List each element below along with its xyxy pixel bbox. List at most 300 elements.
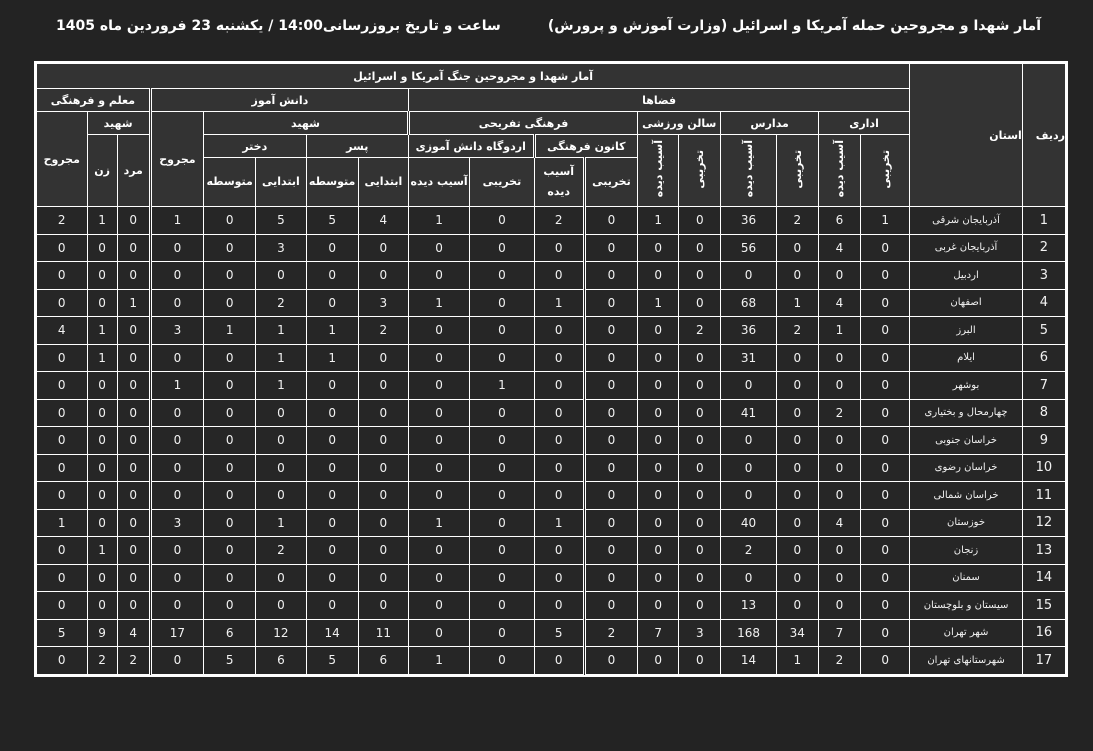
value-cell: 0: [861, 399, 910, 427]
province-cell: اصفهان: [910, 289, 1023, 317]
value-cell: 0: [37, 427, 88, 455]
table-row: [37, 317, 1066, 345]
value-cell: 11: [358, 619, 408, 647]
value-cell: 0: [117, 344, 150, 372]
value-cell: 0: [679, 344, 721, 372]
row-number-cell: 10: [1022, 454, 1065, 482]
value-cell: 5: [256, 207, 306, 235]
value-cell: 0: [204, 344, 256, 372]
value-cell: 14: [306, 619, 358, 647]
value-cell: 1: [256, 372, 306, 400]
row-number-cell: 12: [1022, 509, 1065, 537]
value-cell: 34: [776, 619, 818, 647]
value-cell: 4: [117, 619, 150, 647]
value-cell: 0: [470, 592, 534, 620]
table-row: [37, 619, 1066, 647]
value-cell: 0: [679, 537, 721, 565]
value-cell: 0: [87, 454, 117, 482]
value-cell: 0: [117, 372, 150, 400]
value-cell: 0: [408, 482, 469, 510]
col-header-student-injured: مجروح: [150, 112, 203, 207]
value-cell: 0: [534, 482, 584, 510]
value-cell: 0: [256, 564, 306, 592]
value-cell: 0: [256, 482, 306, 510]
value-cell: 0: [37, 592, 88, 620]
col-header-girl: دختر: [204, 135, 306, 158]
value-cell: 0: [861, 289, 910, 317]
value-cell: 1: [256, 317, 306, 345]
table-row: [37, 482, 1066, 510]
row-number-cell: 15: [1022, 592, 1065, 620]
row-number-cell: 14: [1022, 564, 1065, 592]
row-number-cell: 11: [1022, 482, 1065, 510]
value-cell: 1: [37, 509, 88, 537]
table-row: [37, 509, 1066, 537]
value-cell: 0: [818, 262, 860, 290]
value-cell: 0: [638, 537, 679, 565]
province-cell: شهر تهران: [910, 619, 1023, 647]
value-cell: 0: [117, 454, 150, 482]
col-header-sports-hall: سالن ورزشی: [638, 112, 721, 135]
value-cell: 0: [679, 482, 721, 510]
value-cell: 0: [818, 372, 860, 400]
value-cell: 0: [776, 399, 818, 427]
table-row: [37, 234, 1066, 262]
value-cell: 0: [534, 592, 584, 620]
value-cell: 0: [861, 454, 910, 482]
value-cell: 0: [150, 482, 203, 510]
value-cell: 0: [358, 399, 408, 427]
value-cell: 0: [776, 592, 818, 620]
value-cell: 3: [256, 234, 306, 262]
value-cell: 5: [306, 647, 358, 675]
value-cell: 0: [408, 344, 469, 372]
value-cell: 0: [679, 427, 721, 455]
col-header-schools-destroyed: تخریبی: [776, 135, 818, 207]
value-cell: 0: [408, 537, 469, 565]
value-cell: 1: [256, 344, 306, 372]
value-cell: 0: [87, 482, 117, 510]
value-cell: 0: [584, 537, 637, 565]
table-row: [37, 427, 1066, 455]
value-cell: 2: [37, 207, 88, 235]
value-cell: 0: [87, 234, 117, 262]
value-cell: 0: [584, 289, 637, 317]
value-cell: 6: [818, 207, 860, 235]
value-cell: 0: [470, 344, 534, 372]
value-cell: 0: [584, 372, 637, 400]
value-cell: 5: [306, 207, 358, 235]
province-cell: چهارمحال و بختیاری: [910, 399, 1023, 427]
value-cell: 5: [37, 619, 88, 647]
value-cell: 4: [37, 317, 88, 345]
value-cell: 0: [721, 454, 776, 482]
value-cell: 0: [861, 564, 910, 592]
value-cell: 1: [534, 509, 584, 537]
value-cell: 0: [638, 592, 679, 620]
value-cell: 0: [204, 399, 256, 427]
value-cell: 2: [358, 317, 408, 345]
value-cell: 0: [358, 234, 408, 262]
value-cell: 4: [358, 207, 408, 235]
value-cell: 0: [408, 399, 469, 427]
value-cell: 2: [117, 647, 150, 675]
value-cell: 0: [87, 427, 117, 455]
value-cell: 0: [861, 234, 910, 262]
value-cell: 0: [818, 537, 860, 565]
value-cell: 0: [37, 399, 88, 427]
value-cell: 1: [776, 289, 818, 317]
value-cell: 2: [818, 647, 860, 675]
value-cell: 1: [87, 344, 117, 372]
table-row: [37, 592, 1066, 620]
col-header-student-martyr: شهید: [204, 112, 409, 135]
value-cell: 0: [306, 564, 358, 592]
value-cell: 0: [470, 482, 534, 510]
province-cell: بوشهر: [910, 372, 1023, 400]
value-cell: 0: [306, 399, 358, 427]
value-cell: 0: [306, 509, 358, 537]
value-cell: 0: [638, 344, 679, 372]
value-cell: 0: [534, 317, 584, 345]
value-cell: 0: [584, 482, 637, 510]
value-cell: 0: [37, 564, 88, 592]
value-cell: 36: [721, 317, 776, 345]
value-cell: 2: [679, 317, 721, 345]
col-header-center-damaged: آسیب دیده: [534, 158, 584, 207]
value-cell: 0: [150, 592, 203, 620]
province-cell: شهرستانهای تهران: [910, 647, 1023, 675]
value-cell: 0: [776, 234, 818, 262]
province-cell: البرز: [910, 317, 1023, 345]
row-number-cell: 17: [1022, 647, 1065, 675]
col-header-cultural-rec: فرهنگی تفریحی: [408, 112, 637, 135]
value-cell: 0: [358, 592, 408, 620]
page-header: [0, 14, 1093, 42]
value-cell: 3: [358, 289, 408, 317]
value-cell: 0: [776, 262, 818, 290]
value-cell: 0: [679, 262, 721, 290]
value-cell: 0: [117, 482, 150, 510]
value-cell: 0: [204, 482, 256, 510]
value-cell: 1: [861, 207, 910, 235]
value-cell: 0: [408, 427, 469, 455]
province-cell: سیستان و بلوچستان: [910, 592, 1023, 620]
value-cell: 0: [306, 234, 358, 262]
value-cell: 0: [776, 454, 818, 482]
value-cell: 0: [37, 372, 88, 400]
value-cell: 0: [408, 317, 469, 345]
value-cell: 0: [204, 207, 256, 235]
value-cell: 1: [306, 344, 358, 372]
table-row: [37, 537, 1066, 565]
table-row: [37, 372, 1066, 400]
value-cell: 0: [638, 427, 679, 455]
value-cell: 17: [150, 619, 203, 647]
value-cell: 0: [470, 509, 534, 537]
value-cell: 0: [679, 454, 721, 482]
value-cell: 6: [204, 619, 256, 647]
col-header-province: استان: [910, 64, 1023, 207]
col-header-admin-destroyed: تخریبی: [861, 135, 910, 207]
value-cell: 0: [306, 482, 358, 510]
value-cell: 7: [818, 619, 860, 647]
value-cell: 0: [306, 262, 358, 290]
value-cell: 0: [470, 317, 534, 345]
value-cell: 0: [584, 317, 637, 345]
value-cell: 0: [861, 647, 910, 675]
table-row: [37, 647, 1066, 675]
province-cell: آذربایجان شرقی: [910, 207, 1023, 235]
value-cell: 0: [204, 289, 256, 317]
value-cell: 0: [861, 509, 910, 537]
table-row: [37, 399, 1066, 427]
value-cell: 0: [776, 564, 818, 592]
col-header-teachers: معلم و فرهنگی: [37, 89, 151, 112]
col-header-row-num: ردیف: [1022, 64, 1065, 207]
value-cell: 0: [204, 564, 256, 592]
value-cell: 0: [408, 372, 469, 400]
value-cell: 0: [37, 454, 88, 482]
value-cell: 0: [584, 647, 637, 675]
value-cell: 1: [256, 509, 306, 537]
col-header-camp-destroyed: تخریبی: [470, 158, 534, 207]
value-cell: 0: [150, 344, 203, 372]
value-cell: 0: [776, 372, 818, 400]
value-cell: 0: [818, 482, 860, 510]
value-cell: 7: [638, 619, 679, 647]
value-cell: 0: [117, 262, 150, 290]
col-header-teacher-injured: مجروح: [37, 112, 88, 207]
value-cell: 0: [306, 372, 358, 400]
value-cell: 0: [150, 537, 203, 565]
value-cell: 0: [150, 427, 203, 455]
province-cell: آذربایجان غربی: [910, 234, 1023, 262]
value-cell: 2: [776, 207, 818, 235]
value-cell: 0: [679, 207, 721, 235]
value-cell: 6: [358, 647, 408, 675]
value-cell: 3: [150, 509, 203, 537]
value-cell: 0: [37, 482, 88, 510]
value-cell: 0: [117, 592, 150, 620]
value-cell: 0: [358, 344, 408, 372]
value-cell: 2: [534, 207, 584, 235]
province-cell: زنجان: [910, 537, 1023, 565]
value-cell: 0: [818, 427, 860, 455]
value-cell: 56: [721, 234, 776, 262]
row-number-cell: 7: [1022, 372, 1065, 400]
value-cell: 0: [87, 564, 117, 592]
value-cell: 68: [721, 289, 776, 317]
value-cell: 0: [861, 427, 910, 455]
value-cell: 0: [638, 564, 679, 592]
col-header-camp-damaged: آسیب دیده: [408, 158, 469, 207]
stats-table-container: [34, 61, 1068, 677]
table-row: [37, 344, 1066, 372]
value-cell: 40: [721, 509, 776, 537]
value-cell: 0: [306, 454, 358, 482]
province-cell: خراسان شمالی: [910, 482, 1023, 510]
value-cell: 0: [534, 372, 584, 400]
value-cell: 1: [150, 372, 203, 400]
value-cell: 0: [534, 399, 584, 427]
value-cell: 0: [861, 372, 910, 400]
value-cell: 12: [256, 619, 306, 647]
col-header-schools-damaged: آسیب دیده: [721, 135, 776, 207]
value-cell: 0: [776, 427, 818, 455]
value-cell: 0: [470, 454, 534, 482]
value-cell: 0: [306, 289, 358, 317]
value-cell: 2: [87, 647, 117, 675]
value-cell: 1: [87, 537, 117, 565]
value-cell: 0: [204, 454, 256, 482]
value-cell: 0: [534, 344, 584, 372]
value-cell: 0: [721, 372, 776, 400]
value-cell: 2: [256, 289, 306, 317]
row-number-cell: 4: [1022, 289, 1065, 317]
col-header-sports-damaged: آسیب دیده: [638, 135, 679, 207]
value-cell: 0: [534, 647, 584, 675]
value-cell: 0: [358, 427, 408, 455]
value-cell: 0: [818, 454, 860, 482]
col-header-cultural-center: کانون فرهنگی: [534, 135, 637, 158]
row-number-cell: 3: [1022, 262, 1065, 290]
value-cell: 0: [534, 537, 584, 565]
value-cell: 2: [256, 537, 306, 565]
value-cell: 0: [150, 262, 203, 290]
col-header-girl-secondary: متوسطه: [204, 158, 256, 207]
value-cell: 0: [256, 592, 306, 620]
value-cell: 0: [150, 454, 203, 482]
value-cell: 1: [306, 317, 358, 345]
value-cell: 0: [638, 647, 679, 675]
value-cell: 2: [776, 317, 818, 345]
value-cell: 0: [306, 592, 358, 620]
value-cell: 0: [679, 509, 721, 537]
value-cell: 0: [584, 207, 637, 235]
value-cell: 1: [408, 647, 469, 675]
value-cell: 0: [534, 234, 584, 262]
province-cell: خوزستان: [910, 509, 1023, 537]
value-cell: 0: [358, 482, 408, 510]
col-header-boy: پسر: [306, 135, 408, 158]
value-cell: 0: [721, 482, 776, 510]
value-cell: 0: [776, 537, 818, 565]
value-cell: 31: [721, 344, 776, 372]
value-cell: 0: [584, 509, 637, 537]
value-cell: 0: [679, 399, 721, 427]
value-cell: 0: [408, 262, 469, 290]
value-cell: 0: [117, 564, 150, 592]
value-cell: 0: [150, 647, 203, 675]
value-cell: 4: [818, 234, 860, 262]
value-cell: 0: [861, 344, 910, 372]
value-cell: 0: [87, 399, 117, 427]
value-cell: 0: [358, 372, 408, 400]
row-number-cell: 16: [1022, 619, 1065, 647]
value-cell: 0: [470, 399, 534, 427]
value-cell: 0: [861, 262, 910, 290]
value-cell: 0: [584, 592, 637, 620]
value-cell: 0: [470, 564, 534, 592]
value-cell: 0: [679, 647, 721, 675]
value-cell: 0: [358, 262, 408, 290]
value-cell: 0: [861, 592, 910, 620]
value-cell: 1: [408, 289, 469, 317]
value-cell: 4: [818, 289, 860, 317]
value-cell: 0: [584, 234, 637, 262]
value-cell: 2: [584, 619, 637, 647]
col-header-admin-damaged: آسیب دیده: [818, 135, 860, 207]
value-cell: 0: [679, 234, 721, 262]
value-cell: 0: [37, 537, 88, 565]
value-cell: 0: [470, 537, 534, 565]
value-cell: 0: [638, 399, 679, 427]
value-cell: 36: [721, 207, 776, 235]
value-cell: 9: [87, 619, 117, 647]
value-cell: 41: [721, 399, 776, 427]
value-cell: 0: [721, 564, 776, 592]
value-cell: 1: [204, 317, 256, 345]
value-cell: 0: [306, 427, 358, 455]
value-cell: 0: [37, 647, 88, 675]
row-number-cell: 2: [1022, 234, 1065, 262]
value-cell: 0: [117, 427, 150, 455]
value-cell: 0: [37, 289, 88, 317]
value-cell: 0: [117, 509, 150, 537]
value-cell: 0: [534, 454, 584, 482]
value-cell: 4: [818, 509, 860, 537]
col-header-sports-destroyed: تخریبی: [679, 135, 721, 207]
province-cell: خراسان رضوی: [910, 454, 1023, 482]
value-cell: 0: [256, 454, 306, 482]
col-header-boy-elementary: ابتدایی: [358, 158, 408, 207]
value-cell: 0: [584, 564, 637, 592]
value-cell: 0: [204, 262, 256, 290]
value-cell: 0: [37, 234, 88, 262]
value-cell: 0: [776, 509, 818, 537]
value-cell: 0: [861, 537, 910, 565]
value-cell: 0: [306, 537, 358, 565]
value-cell: 0: [117, 207, 150, 235]
value-cell: 13: [721, 592, 776, 620]
value-cell: 0: [470, 647, 534, 675]
table-caption: آمار شهدا و مجروحین جنگ آمریکا و اسرائیل: [37, 64, 910, 89]
value-cell: 168: [721, 619, 776, 647]
value-cell: 1: [408, 509, 469, 537]
value-cell: 0: [638, 509, 679, 537]
value-cell: 2: [721, 537, 776, 565]
value-cell: 0: [638, 482, 679, 510]
row-number-cell: 13: [1022, 537, 1065, 565]
value-cell: 14: [721, 647, 776, 675]
value-cell: 0: [204, 234, 256, 262]
value-cell: 0: [117, 234, 150, 262]
value-cell: 0: [408, 454, 469, 482]
col-header-spaces: فضاها: [408, 89, 909, 112]
value-cell: 0: [721, 262, 776, 290]
value-cell: 0: [679, 564, 721, 592]
value-cell: 0: [470, 262, 534, 290]
value-cell: 0: [861, 482, 910, 510]
value-cell: 0: [87, 372, 117, 400]
province-cell: سمنان: [910, 564, 1023, 592]
table-row: [37, 564, 1066, 592]
value-cell: 0: [584, 427, 637, 455]
value-cell: 0: [721, 427, 776, 455]
value-cell: 0: [679, 592, 721, 620]
province-cell: خراسان جنوبی: [910, 427, 1023, 455]
